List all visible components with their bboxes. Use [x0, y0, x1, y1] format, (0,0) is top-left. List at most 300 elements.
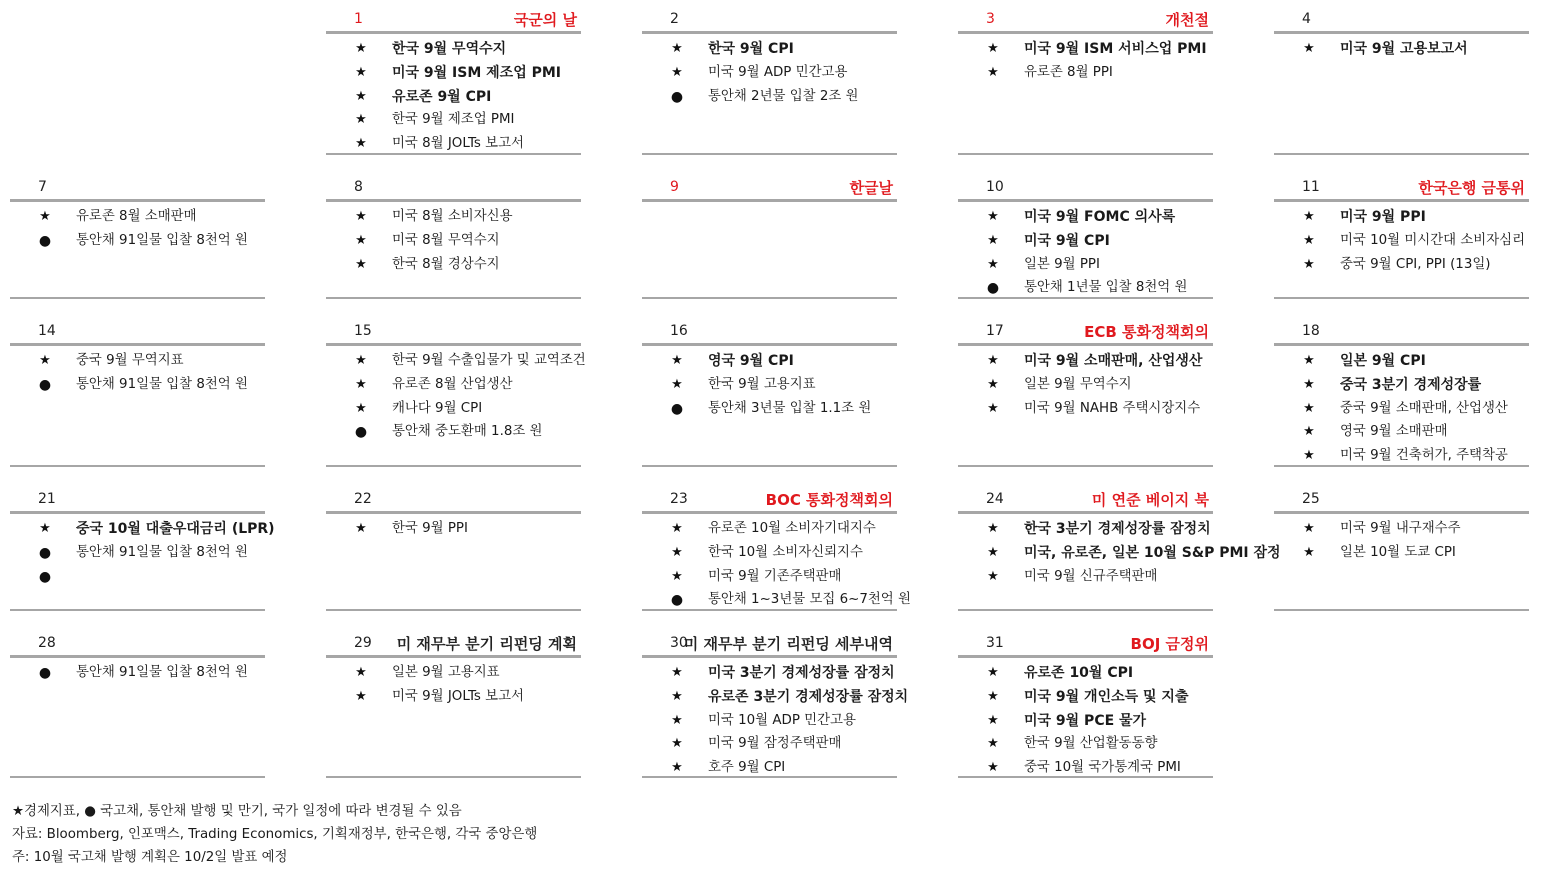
day-header	[326, 8, 581, 34]
indicator-star-icon: ★	[1303, 209, 1315, 224]
event-item	[642, 38, 897, 62]
event-list	[642, 346, 897, 421]
indicator-star-icon: ★	[987, 521, 999, 536]
day-cell	[642, 8, 897, 109]
indicator-star-icon: ★	[987, 712, 999, 728]
cell-bottom-rule	[10, 297, 265, 299]
event-text: 미국 9월 JOLTs 보고서	[392, 688, 524, 704]
event-text: 한국 9월 PPI	[392, 521, 468, 536]
event-item	[10, 206, 265, 230]
day-header	[642, 176, 897, 202]
day-cell	[958, 632, 1213, 781]
indicator-star-icon: ★	[355, 688, 367, 704]
event-text: 미국 9월 기존주택판매	[708, 568, 842, 584]
event-item	[326, 662, 581, 686]
event-text: 미국 9월 PPI	[1340, 209, 1426, 225]
event-item	[326, 206, 581, 230]
cell-bottom-rule	[958, 465, 1213, 467]
event-text: 미국 9월 NAHB 주택시장지수	[1024, 400, 1201, 416]
day-event-note: 한글날	[849, 179, 893, 197]
day-number: 14	[38, 323, 56, 339]
event-item	[326, 62, 581, 86]
event-list	[958, 514, 1281, 589]
day-cell	[10, 320, 265, 398]
indicator-star-icon: ★	[671, 688, 683, 704]
event-item	[642, 733, 897, 757]
indicator-star-icon: ★	[1303, 400, 1315, 416]
indicator-star-icon: ★	[355, 136, 367, 152]
event-text: 미국 9월 ISM 서비스업 PMI	[1024, 41, 1207, 57]
event-text: 일본 9월 PPI	[1024, 256, 1100, 272]
event-text: 영국 9월 소매판매	[1340, 424, 1448, 440]
event-text: 한국 9월 수출입물가 및 교역조건	[392, 353, 586, 368]
cell-bottom-rule	[642, 776, 897, 778]
event-list	[958, 34, 1213, 86]
event-text: 통안채 3년물 입찰 1.1조 원	[708, 400, 872, 416]
indicator-star-icon: ★	[355, 353, 367, 368]
event-text: 일본 10월 도쿄 CPI	[1340, 544, 1456, 560]
event-text: 한국 10월 소비자신뢰지수	[708, 544, 863, 560]
day-header	[10, 176, 265, 202]
bond-dot-icon: ●	[670, 592, 684, 609]
day-header	[958, 488, 1213, 514]
event-item	[958, 398, 1213, 422]
event-item	[326, 254, 581, 278]
indicator-star-icon: ★	[987, 760, 999, 776]
indicator-star-icon: ★	[671, 376, 683, 392]
event-text: 유로존 9월 CPI	[392, 88, 492, 105]
event-text: 영국 9월 CPI	[708, 353, 794, 369]
event-text: 유로존 8월 PPI	[1024, 64, 1113, 80]
event-item	[642, 542, 897, 566]
cell-bottom-rule	[958, 297, 1213, 299]
event-text: 캐나다 9월 CPI	[392, 400, 483, 416]
source-note: 자료: Bloomberg, 인포맥스, Trading Economics, 기획재정부, 한국은행, 각국 중앙은행	[12, 827, 538, 842]
day-number: 21	[38, 491, 56, 507]
event-text: 중국 10월 국가통계국 PMI	[1024, 760, 1181, 776]
day-event-note: 미 재무부 분기 리펀딩 계획	[396, 635, 577, 653]
indicator-star-icon: ★	[987, 64, 999, 80]
indicator-star-icon: ★	[39, 209, 51, 224]
day-header	[10, 632, 265, 658]
event-item	[642, 398, 897, 422]
indicator-star-icon: ★	[355, 88, 367, 104]
indicator-star-icon: ★	[355, 376, 367, 392]
event-list	[958, 346, 1213, 421]
bond-dot-icon: ●	[670, 88, 684, 105]
cell-bottom-rule	[1274, 465, 1529, 467]
event-text: 통안채 중도환매 1.8조 원	[392, 424, 543, 440]
event-list	[1274, 514, 1529, 566]
event-text: 통안채 2년물 입찰 2조 원	[708, 88, 859, 104]
event-item	[958, 662, 1213, 686]
event-item	[10, 542, 265, 566]
event-text: 미국 9월 잠정주택판매	[708, 736, 842, 752]
day-cell	[1274, 320, 1529, 469]
event-item	[10, 518, 275, 542]
day-number: 28	[38, 635, 56, 651]
day-header	[642, 320, 897, 346]
event-item	[1274, 398, 1529, 422]
day-number: 4	[1302, 11, 1311, 27]
event-item	[642, 350, 897, 374]
event-list	[642, 514, 911, 613]
day-cell	[1274, 8, 1529, 62]
event-item	[958, 518, 1213, 542]
event-text: 미국 9월 CPI	[1024, 232, 1110, 249]
cell-bottom-rule	[958, 776, 1213, 778]
indicator-star-icon: ★	[1303, 424, 1315, 440]
cell-bottom-rule	[1274, 153, 1529, 155]
day-header	[1274, 320, 1529, 346]
indicator-star-icon: ★	[1303, 544, 1315, 560]
indicator-star-icon: ★	[39, 521, 51, 536]
event-text: 미국 9월 고용보고서	[1340, 41, 1468, 57]
event-text: 유로존 8월 소매판매	[76, 209, 197, 224]
indicator-star-icon: ★	[671, 544, 683, 560]
indicator-star-icon: ★	[987, 688, 999, 704]
event-item	[1274, 421, 1529, 445]
day-header	[10, 488, 265, 514]
event-item	[642, 62, 897, 86]
event-item	[958, 254, 1213, 278]
event-item	[1274, 374, 1529, 398]
day-header	[10, 320, 265, 346]
event-text: 중국 9월 CPI, PPI (13일)	[1340, 256, 1491, 272]
cell-bottom-rule	[958, 609, 1213, 611]
indicator-star-icon: ★	[987, 41, 999, 56]
day-event-note: 한국은행 금통위	[1418, 179, 1525, 197]
event-item	[958, 206, 1213, 230]
event-text: 미국 10월 미시간대 소비자심리	[1340, 232, 1526, 248]
event-item	[1274, 38, 1529, 62]
event-list	[642, 658, 909, 781]
indicator-star-icon: ★	[987, 209, 999, 224]
event-item	[326, 38, 581, 62]
event-text: 일본 9월 CPI	[1340, 353, 1426, 369]
event-item	[642, 566, 897, 590]
event-text: 한국 9월 CPI	[708, 41, 794, 57]
event-text: 통안채 1년물 입찰 8천억 원	[1024, 280, 1188, 296]
day-cell	[1274, 176, 1529, 277]
event-item	[326, 350, 586, 374]
day-number: 9	[670, 179, 679, 195]
day-cell	[326, 176, 581, 277]
bond-dot-icon: ●	[38, 376, 52, 393]
cell-bottom-rule	[958, 153, 1213, 155]
indicator-star-icon: ★	[1303, 41, 1315, 56]
indicator-star-icon: ★	[1303, 353, 1315, 368]
day-cell	[958, 488, 1281, 589]
event-list	[958, 202, 1213, 301]
event-text: 미국 8월 JOLTs 보고서	[392, 136, 524, 152]
day-event-note: 미 재무부 분기 리펀딩 세부내역	[683, 635, 893, 653]
bond-dot-icon: ●	[38, 232, 52, 249]
event-text: 한국 9월 무역수지	[392, 41, 507, 57]
event-text: 한국 3분기 경제성장률 잠정치	[1024, 521, 1211, 537]
event-list	[1274, 34, 1529, 62]
event-item	[958, 374, 1213, 398]
event-item	[10, 350, 265, 374]
event-list	[958, 658, 1213, 781]
indicator-star-icon: ★	[987, 353, 999, 368]
day-header	[642, 488, 897, 514]
event-list	[642, 202, 897, 206]
day-cell	[642, 176, 897, 206]
day-number: 8	[354, 179, 363, 195]
event-list	[326, 34, 581, 157]
day-cell	[958, 8, 1213, 86]
cell-bottom-rule	[642, 153, 897, 155]
bond-dot-icon: ●	[670, 400, 684, 417]
event-text: 유로존 8월 산업생산	[392, 376, 513, 392]
event-item	[642, 710, 897, 734]
event-text: 미국 10월 ADP 민간고용	[708, 712, 856, 728]
event-item	[1274, 230, 1529, 254]
indicator-star-icon: ★	[355, 521, 367, 536]
event-item	[326, 518, 581, 542]
indicator-star-icon: ★	[355, 256, 367, 272]
indicator-star-icon: ★	[671, 736, 683, 752]
day-cell	[958, 320, 1213, 421]
event-text: 중국 10월 대출우대금리 (LPR)	[76, 521, 275, 537]
day-cell	[958, 176, 1213, 301]
day-cell	[10, 488, 275, 589]
event-text: 유로존 10월 CPI	[1024, 665, 1134, 681]
indicator-star-icon: ★	[987, 400, 999, 416]
indicator-star-icon: ★	[355, 232, 367, 248]
indicator-star-icon: ★	[671, 760, 683, 776]
cell-bottom-rule	[326, 153, 581, 155]
event-text: 미국 9월 신규주택판매	[1024, 568, 1158, 584]
indicator-star-icon: ★	[671, 521, 683, 536]
day-header	[958, 176, 1213, 202]
cell-bottom-rule	[1274, 609, 1529, 611]
day-header	[958, 320, 1213, 346]
cell-bottom-rule	[10, 776, 265, 778]
bond-dot-icon: ●	[38, 568, 52, 585]
bond-dot-icon: ●	[986, 280, 1000, 297]
indicator-star-icon: ★	[987, 568, 999, 584]
day-event-note: BOC 통화정책회의	[765, 491, 893, 509]
day-number: 31	[986, 635, 1004, 651]
event-list	[642, 34, 897, 109]
indicator-star-icon: ★	[1303, 521, 1315, 536]
event-item	[958, 230, 1213, 254]
indicator-star-icon: ★	[355, 112, 367, 128]
event-text: 통안채 91일물 입찰 8천억 원	[76, 544, 248, 560]
event-list	[326, 514, 581, 542]
event-text: 유로존 10월 소비자기대지수	[708, 521, 876, 536]
event-list	[326, 202, 581, 277]
day-cell	[642, 488, 911, 613]
event-item	[10, 230, 265, 254]
event-item	[10, 662, 265, 686]
day-number: 30	[670, 635, 688, 651]
day-event-note: BOJ 금정위	[1130, 635, 1209, 653]
event-list	[10, 346, 265, 398]
day-cell	[326, 632, 581, 710]
event-item	[326, 398, 581, 422]
event-item	[642, 662, 897, 686]
event-text: 중국 9월 무역지표	[76, 353, 184, 368]
event-item	[642, 686, 909, 710]
indicator-star-icon: ★	[355, 41, 367, 56]
event-item	[958, 350, 1213, 374]
indicator-star-icon: ★	[355, 64, 367, 80]
day-number: 3	[986, 11, 995, 27]
event-text: 미국 8월 소비자신용	[392, 209, 513, 224]
event-text: 일본 9월 무역수지	[1024, 376, 1132, 392]
day-header	[958, 8, 1213, 34]
indicator-star-icon: ★	[987, 232, 999, 248]
bond-dot-icon: ●	[354, 424, 368, 441]
event-item	[326, 86, 581, 110]
day-number: 11	[1302, 179, 1320, 195]
event-item	[1274, 350, 1529, 374]
day-event-note: 미 연준 베이지 북	[1091, 491, 1209, 509]
event-text: 미국, 유로존, 일본 10월 S&P PMI 잠정	[1024, 544, 1281, 561]
event-list	[10, 514, 275, 589]
event-text: 한국 8월 경상수지	[392, 256, 500, 272]
day-header	[1274, 176, 1529, 202]
day-header	[958, 632, 1213, 658]
event-item	[326, 421, 581, 445]
day-header	[642, 8, 897, 34]
event-text: 한국 9월 고용지표	[708, 376, 816, 392]
day-header	[326, 632, 581, 658]
day-number: 7	[38, 179, 47, 195]
event-text: 한국 9월 제조업 PMI	[392, 112, 515, 128]
cell-bottom-rule	[10, 465, 265, 467]
day-cell	[642, 632, 909, 781]
day-event-note: 국군의 날	[513, 11, 577, 29]
indicator-star-icon: ★	[1303, 232, 1315, 248]
event-text: 미국 9월 소매판매, 산업생산	[1024, 353, 1203, 369]
event-text: 미국 9월 내구재수주	[1340, 521, 1461, 536]
indicator-star-icon: ★	[671, 568, 683, 584]
event-item	[642, 518, 897, 542]
event-item	[10, 374, 265, 398]
bond-dot-icon: ●	[38, 665, 52, 681]
event-list	[10, 202, 265, 254]
event-text: 통안채 1~3년물 모집 6~7천억 원	[708, 592, 911, 608]
cell-bottom-rule	[1274, 297, 1529, 299]
bond-dot-icon: ●	[38, 544, 52, 561]
event-text: 미국 9월 PCE 물가	[1024, 712, 1147, 729]
event-list	[10, 658, 265, 686]
day-header	[1274, 488, 1529, 514]
day-number: 1	[354, 11, 363, 27]
day-cell	[10, 632, 265, 686]
indicator-star-icon: ★	[987, 256, 999, 272]
event-text: 일본 9월 고용지표	[392, 665, 500, 680]
event-item	[1274, 518, 1529, 542]
day-event-note: 개천절	[1165, 11, 1209, 29]
indicator-star-icon: ★	[1303, 376, 1315, 392]
footer-notes	[12, 800, 537, 869]
indicator-star-icon: ★	[987, 736, 999, 752]
event-text: 중국 3분기 경제성장률	[1340, 376, 1482, 393]
day-number: 22	[354, 491, 372, 507]
indicator-star-icon: ★	[671, 665, 683, 680]
indicator-star-icon: ★	[355, 400, 367, 416]
indicator-star-icon: ★	[671, 64, 683, 80]
event-text: 미국 9월 ADP 민간고용	[708, 64, 848, 80]
event-item	[642, 86, 897, 110]
event-item	[1274, 206, 1529, 230]
day-number: 2	[670, 11, 679, 27]
event-text: 미국 9월 개인소득 및 지출	[1024, 688, 1189, 705]
cell-bottom-rule	[642, 609, 897, 611]
event-text: 호주 9월 CPI	[708, 760, 786, 776]
event-item	[958, 542, 1281, 566]
legend-note: ★경제지표, ● 국고채, 통안채 발행 및 만기, 국가 일정에 따라 변경될 수 있음	[12, 804, 462, 819]
day-number: 23	[670, 491, 688, 507]
indicator-star-icon: ★	[987, 376, 999, 392]
day-header	[326, 488, 581, 514]
event-text: 미국 3분기 경제성장률 잠정치	[708, 665, 895, 681]
event-item	[1274, 542, 1529, 566]
indicator-star-icon: ★	[355, 209, 367, 224]
cell-bottom-rule	[642, 297, 897, 299]
event-text: 한국 9월 산업활동동향	[1024, 736, 1158, 752]
event-text: 통안채 91일물 입찰 8천억 원	[76, 232, 248, 248]
day-number: 15	[354, 323, 372, 339]
day-number: 24	[986, 491, 1004, 507]
event-item	[958, 62, 1213, 86]
event-text: 미국 9월 FOMC 의사록	[1024, 209, 1176, 225]
day-number: 10	[986, 179, 1004, 195]
event-item	[958, 686, 1213, 710]
day-number: 18	[1302, 323, 1320, 339]
event-text: 미국 8월 무역수지	[392, 232, 500, 248]
indicator-star-icon: ★	[987, 665, 999, 680]
day-cell	[1274, 488, 1529, 566]
event-item	[326, 686, 581, 710]
indicator-star-icon: ★	[1303, 448, 1315, 464]
day-number: 25	[1302, 491, 1320, 507]
event-item	[958, 566, 1213, 590]
event-text: 통안채 91일물 입찰 8천억 원	[76, 376, 248, 392]
day-cell	[642, 320, 897, 421]
event-text: 미국 9월 ISM 제조업 PMI	[392, 64, 562, 81]
indicator-star-icon: ★	[671, 712, 683, 728]
day-header	[1274, 8, 1529, 34]
cell-bottom-rule	[642, 465, 897, 467]
day-cell	[326, 488, 581, 542]
event-list	[1274, 346, 1529, 469]
day-number: 17	[986, 323, 1004, 339]
cell-bottom-rule	[326, 465, 581, 467]
indicator-star-icon: ★	[355, 665, 367, 680]
day-cell	[10, 176, 265, 254]
event-item	[958, 38, 1213, 62]
event-list	[326, 658, 581, 710]
event-item	[326, 374, 581, 398]
cell-bottom-rule	[326, 609, 581, 611]
day-header	[642, 632, 897, 658]
event-item	[10, 566, 265, 590]
day-cell	[326, 8, 581, 157]
event-item	[1274, 254, 1529, 278]
issuance-note: 주: 10월 국고채 발행 계획은 10/2일 발표 예정	[12, 850, 288, 865]
event-item	[326, 109, 581, 133]
event-item	[642, 374, 897, 398]
event-list	[1274, 202, 1529, 277]
day-header	[326, 176, 581, 202]
cell-bottom-rule	[10, 609, 265, 611]
